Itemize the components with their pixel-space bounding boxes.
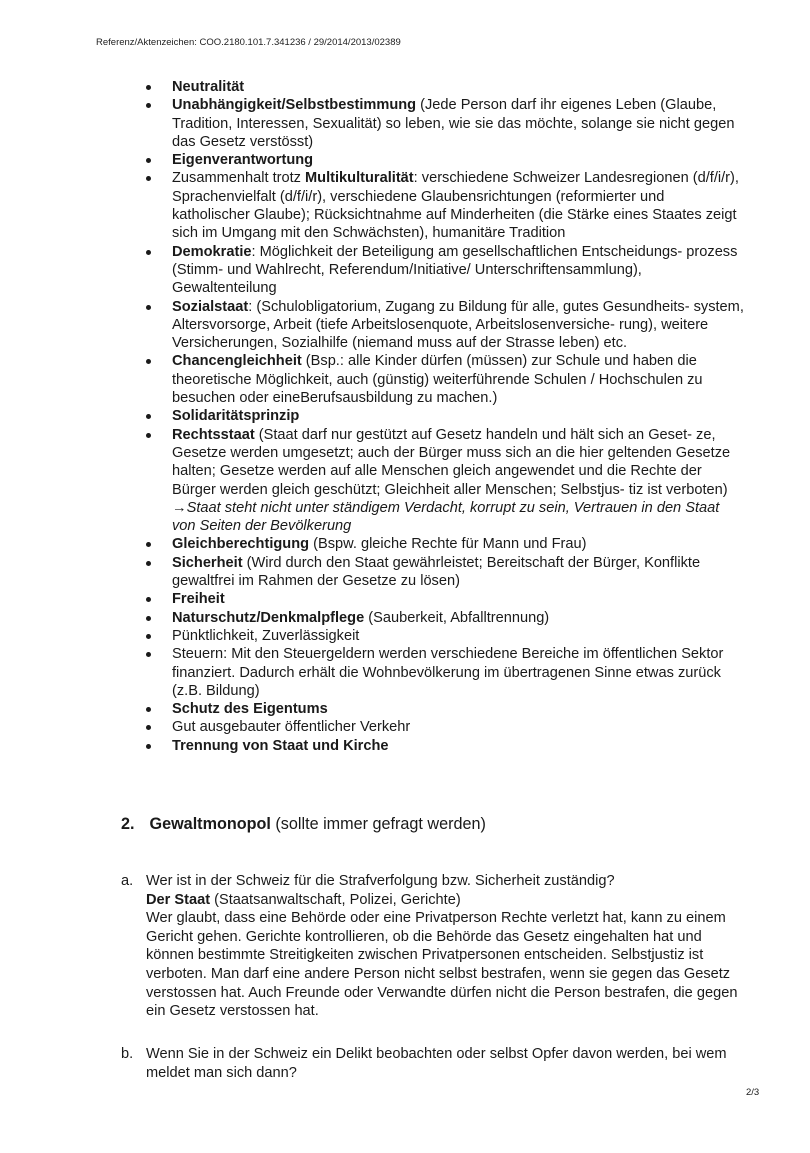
list-item: Sicherheit (Wird durch den Staat gewährleistet; Bereitschaft der Bürger, Konflikte gewaltfrei im Rahmen der Gesetze zu lösen) — [146, 554, 746, 591]
bullet-icon — [146, 561, 151, 566]
list-item: Steuern: Mit den Steuergeldern werden verschiedene Bereiche im öffentlichen Sektor finanziert. Dadurch erhält die Wohnbevölkerung im übertragenen Sinne etwas zurück (z.B. Bildung) — [146, 645, 746, 700]
list-item: Eigenverantwortung — [146, 151, 746, 169]
list-item: Sozialstaat: (Schulobligatorium, Zugang zu Bildung für alle, gutes Gesundheits- system, Altersvorsorge, Arbeit (tiefe Arbeitslosenquote, Arbeitslosenversiche- rung), weitere Versicherungen, Sozialhilfe (niemand muss auf der Strasse leben) etc. — [146, 298, 746, 353]
bullet-icon — [146, 176, 151, 181]
answer-explanation: Wer glaubt, dass eine Behörde oder eine Privatperson Rechte verletzt hat, kann zu einem Gericht gehen. Gerichte kontrollieren, ob die Behörde das Gesetz eingehalten hat und können bestimmte Streitigkeiten zwischen Privatpersonen entscheiden. Selbstjustiz ist verboten. Man darf eine andere Person nicht selbst bestrafen, wenn sie gegen das Gesetz verstossen hat. Auch Freunde oder Verwandte dürfen nicht die Person bestrafen, die gegen ein Gesetz verstossen hat. — [146, 910, 738, 1020]
page-number: 2/3 — [746, 1087, 760, 1098]
reference-number: Referenz/Aktenzeichen: COO.2180.101.7.341236 / 29/2014/2013/02389 — [96, 37, 401, 48]
question-text: Wenn Sie in der Schweiz ein Delikt beobachten oder selbst Opfer davon werden, bei wem meldet man sich dann? — [146, 1046, 727, 1081]
list-item: Zusammenhalt trotz Multikulturalität: verschiedene Schweizer Landesregionen (d/f/i/r), Sprachenvielfalt (d/f/i/r), verschiedene Glaubensrichtungen (reformierter und katholischer Glaube); Rücksichtnahme auf Minderheiten (die Stärke eines Staates zeigt sich im Umgang mit den Schwächsten), humanitäre Tradition — [146, 169, 746, 242]
list-item: Chancengleichheit (Bsp.: alle Kinder dürfen (müssen) zur Schule und haben die theoretische Möglichkeit, auch (günstig) weiterführende Schulen / Hochschulen zu besuchen oder eineBerufsausbildung zu machen.) — [146, 352, 746, 407]
list-item: Solidaritätsprinzip — [146, 407, 746, 425]
bullet-icon — [146, 250, 151, 255]
list-item: Gleichberechtigung (Bspw. gleiche Rechte für Mann und Frau) — [146, 535, 746, 553]
list-item: Trennung von Staat und Kirche — [146, 737, 746, 755]
bullet-icon — [146, 744, 151, 749]
bullet-icon — [146, 85, 151, 90]
section-note: (sollte immer gefragt werden) — [270, 815, 486, 833]
bullet-icon — [146, 103, 151, 108]
bullet-icon — [146, 616, 151, 621]
section-heading — [121, 815, 486, 834]
bullet-icon — [146, 634, 151, 639]
bullet-icon — [146, 359, 151, 364]
list-item: Gut ausgebauter öffentlicher Verkehr — [146, 718, 746, 736]
bullet-icon — [146, 652, 151, 657]
question-letter: b. — [121, 1046, 134, 1062]
list-item: Pünktlichkeit, Zuverlässigkeit — [146, 627, 746, 645]
bullet-icon — [146, 725, 151, 730]
bullet-icon — [146, 414, 151, 419]
bullet-icon — [146, 707, 151, 712]
values-bullet-list — [146, 78, 746, 755]
answer: Der Staat (Staatsanwaltschaft, Polizei, Gerichte) — [146, 891, 461, 908]
list-item: Neutralität — [146, 78, 746, 96]
list-item: Rechtsstaat (Staat darf nur gestützt auf Gesetz handeln und hält sich an Geset- ze, Gesetze werden umgesetzt; auch der Bürger muss sich an die hier geltenden Gesetze halten; Gesetze werden auf alle Menschen gleich angewendet und die Rechte der Bürger werden gleich geschützt; Gleichheit aller Menschen; Selbstjus- tiz ist verboten) →Staat steht nicht unter ständigem Verdacht, korrupt zu sein, Vertrauen in den Staat von Seiten der Bevölkerung — [146, 426, 746, 536]
list-item: Naturschutz/Denkmalpflege (Sauberkeit, Abfalltrennung) — [146, 609, 746, 627]
bullet-icon — [146, 305, 151, 310]
bullet-icon — [146, 433, 151, 438]
list-item: Unabhängigkeit/Selbstbestimmung (Jede Person darf ihr eigenes Leben (Glaube, Tradition, Interessen, Sexualität) so leben, wie sie das möchte, solange sie nicht gegen das Gesetz verstösst) — [146, 96, 746, 151]
section-number: 2. — [121, 815, 135, 833]
list-item: Freiheit — [146, 590, 746, 608]
question-a — [121, 872, 741, 1021]
question-letter: a. — [121, 873, 134, 889]
bullet-icon — [146, 597, 151, 602]
bullet-icon — [146, 158, 151, 163]
question-text: Wer ist in der Schweiz für die Strafverfolgung bzw. Sicherheit zuständig? — [146, 873, 615, 889]
list-item: Schutz des Eigentums — [146, 700, 746, 718]
bullet-icon — [146, 542, 151, 547]
section-title: Gewaltmonopol — [149, 815, 271, 833]
question-b — [121, 1045, 741, 1082]
list-item: Demokratie: Möglichkeit der Beteiligung am gesellschaftlichen Entscheidungs- prozess (Stimm- und Wahlrecht, Referendum/Initiative/ Unterschriftensammlung), Gewaltenteilung — [146, 243, 746, 298]
